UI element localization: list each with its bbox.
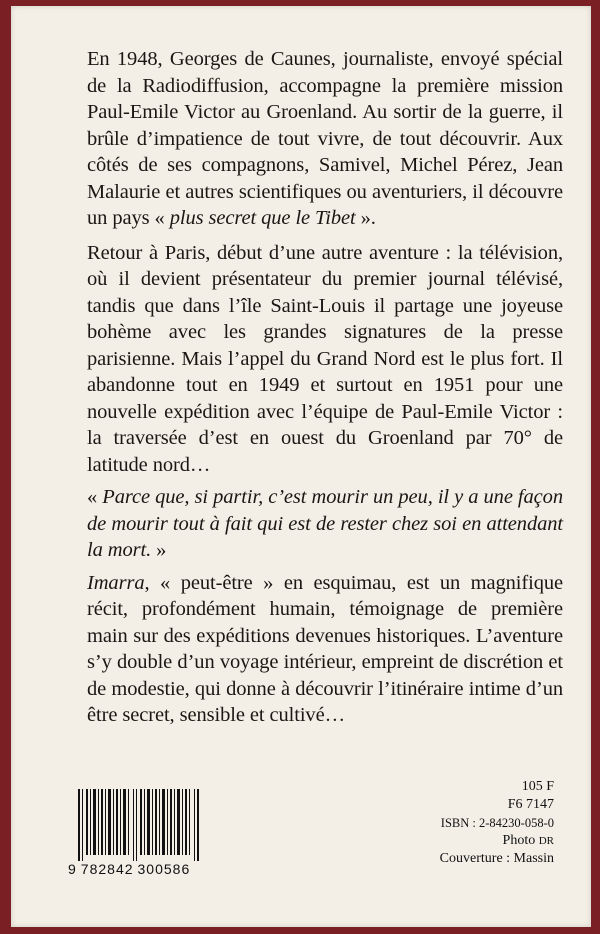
photo-credit — [440, 832, 554, 850]
barcode-digits — [68, 861, 208, 877]
price: 105 F — [521, 779, 554, 794]
book-title-italic: Imarra — [87, 571, 145, 594]
photo-label: Photo — [502, 833, 536, 848]
barcode-icon — [78, 789, 200, 861]
blurb-text — [87, 46, 563, 729]
paragraph-intro-end: ». — [355, 207, 376, 229]
barcode-digit-first: 9 — [68, 861, 77, 877]
paragraph-intro-italic: plus secret que le Tibet — [169, 207, 356, 229]
barcode-digit-group1: 782842 — [80, 861, 134, 877]
paragraph-intro — [87, 46, 563, 232]
back-cover — [11, 6, 591, 927]
publication-info — [440, 778, 554, 868]
paragraph-quote — [87, 484, 563, 564]
barcode-block — [68, 779, 200, 892]
paragraph-intro-text: En 1948, Georges de Caunes, journaliste, envoyé spécial de la Radiodiffusion, accompagne la première mission Paul-Emile Victor au Groenland. Au sortir de la guerre, il brûle d’impatience de tout vivre, de tout découvrir. Aux côtés de ses compagnons, Samivel, Michel Pérez, Jean Malaurie et autres scientifiques ou aventuriers, il découvre un pays « — [87, 48, 563, 229]
barcode-digit-group2: 300586 — [137, 861, 191, 877]
paragraph-imarra — [87, 570, 563, 729]
paragraph-return: Retour à Paris, début d’une autre aventure : la télévision, où il devient présentateur du premier journal télévisé, tandis que dans l’île Saint-Louis il partage une joyeuse bohème avec les grandes signatures de la presse parisienne. Mais l’appel du Grand Nord est le plus fort. Il abandonne tout en 1949 et surtout en 1951 pour une nouvelle expédition avec l’équipe de Paul-Emile Victor : la traversée d’est en ouest du Groenland par 70° de latitude nord… — [87, 241, 563, 476]
isbn: ISBN : 2-84230-058-0 — [440, 816, 554, 830]
catalog-code: F6 7147 — [507, 797, 554, 812]
photo-credit-value: DR — [538, 835, 554, 847]
cover-credit: Couverture : Massin — [439, 851, 554, 866]
paragraph-imarra-text: , « peut-être » en esquimau, est un magnifique récit, profondément humain, témoignage de première main sur des expéditions devenues historiques. L’aventure s’y double d’un voyage intérieur, empreint de discrétion et de modestie, qui donne à découvrir l’itinéraire intime d’un être secret, sensible et cultivé… — [87, 571, 563, 726]
quote-text: Parce que, si partir, c’est mourir un peu, il y a une façon de mourir tout à fait qui est de rester chez soi en attendant la mort. — [87, 486, 563, 561]
quote-close: » — [151, 539, 167, 561]
quote-open: « — [87, 486, 103, 508]
